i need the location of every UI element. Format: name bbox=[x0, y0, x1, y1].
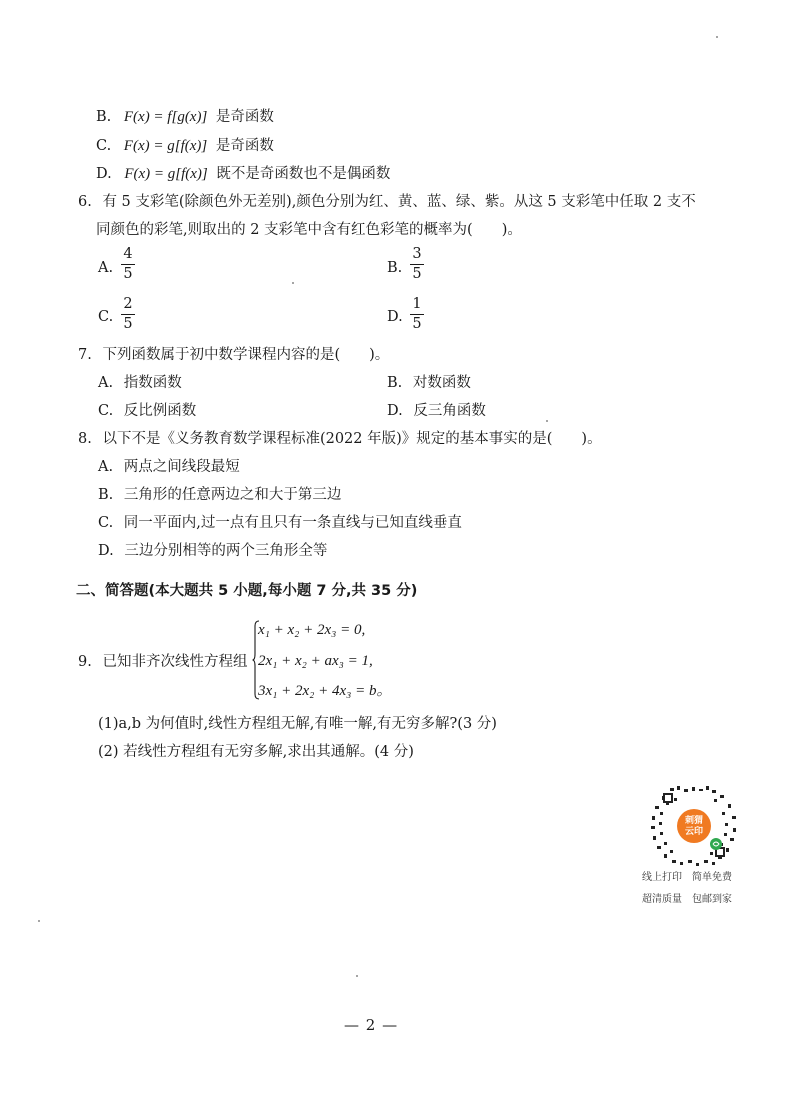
q8-option-b bbox=[98, 485, 341, 505]
option-text: 三角形的任意两边之和大于第三边 bbox=[123, 487, 342, 503]
option-text: 是奇函数 bbox=[215, 109, 274, 125]
q6-option-a-letter: A. bbox=[98, 260, 114, 276]
option-letter: A. bbox=[98, 375, 114, 391]
q8-option-d bbox=[98, 541, 327, 561]
qr-caption-1: 线上打印 简单免费 bbox=[642, 872, 732, 883]
option-letter: D. bbox=[98, 543, 114, 559]
denominator: 5 bbox=[123, 266, 133, 282]
q9-part2: (2) 若线性方程组有无穷多解,求出其通解。(4 分) bbox=[98, 744, 414, 760]
q7-option-a bbox=[98, 373, 182, 393]
qr-badge-line2: 云印 bbox=[684, 827, 704, 837]
question-stem: 已知非齐次线性方程组 bbox=[102, 654, 248, 670]
denominator: 5 bbox=[123, 316, 133, 332]
option-formula: F(x) = g[f(x)] bbox=[124, 166, 208, 182]
q6-option-b-fraction bbox=[409, 246, 425, 282]
numerator: 3 bbox=[412, 246, 422, 262]
option-formula: F(x) = g[f(x)] bbox=[123, 138, 208, 154]
question-number: 9. bbox=[78, 654, 92, 670]
fraction-bar bbox=[410, 264, 424, 265]
option-text: 对数函数 bbox=[412, 375, 471, 391]
question-number: 6. bbox=[78, 194, 92, 210]
q7-option-b bbox=[387, 373, 471, 393]
qr-caption-2: 超清质量 包邮到家 bbox=[642, 894, 732, 905]
option-letter: C. bbox=[98, 515, 114, 531]
q6-option-c-letter: C. bbox=[98, 309, 114, 325]
fraction-bar bbox=[121, 314, 135, 315]
option-text: 三边分别相等的两个三角形全等 bbox=[124, 543, 328, 559]
q5-option-c bbox=[96, 136, 274, 156]
denominator: 5 bbox=[412, 316, 422, 332]
section-heading: 二、简答题(本大题共 5 小题,每小题 7 分,共 35 分) bbox=[76, 583, 418, 599]
numerator: 1 bbox=[412, 296, 422, 312]
equation-1: x₁ + x₂ + 2x₃ = 0, bbox=[258, 622, 366, 638]
question-number: 8. bbox=[78, 431, 92, 447]
q6-option-d-fraction bbox=[409, 296, 425, 332]
option-text: 同一平面内,过一点有且只有一条直线与已知直线垂直 bbox=[123, 515, 462, 531]
question-number: 7. bbox=[78, 347, 92, 363]
option-letter: A. bbox=[98, 459, 114, 475]
scan-speck bbox=[716, 36, 718, 38]
option-letter: B. bbox=[96, 109, 112, 125]
denominator: 5 bbox=[412, 266, 422, 282]
option-letter: C. bbox=[96, 138, 112, 154]
question-stem: 以下不是《义务教育数学课程标准(2022 年版)》规定的基本事实的是( )。 bbox=[102, 431, 602, 447]
q8-option-a bbox=[98, 457, 240, 477]
q8-stem bbox=[78, 429, 602, 449]
q7-option-c bbox=[98, 401, 196, 421]
q5-option-b bbox=[96, 107, 274, 127]
numerator: 2 bbox=[123, 296, 133, 312]
option-text: 既不是奇函数也不是偶函数 bbox=[216, 166, 391, 182]
option-text: 反比例函数 bbox=[123, 403, 197, 419]
q8-option-c bbox=[98, 513, 462, 533]
question-stem: 下列函数属于初中数学课程内容的是( )。 bbox=[102, 347, 390, 363]
q6-line1 bbox=[78, 192, 696, 212]
fraction-bar bbox=[121, 264, 135, 265]
question-stem: 有 5 支彩笔(除颜色外无差别),颜色分别为红、黄、蓝、绿、紫。从这 5 支彩笔中任取 2 支不 bbox=[102, 194, 696, 210]
option-letter: B. bbox=[98, 487, 114, 503]
q6-option-b-letter: B. bbox=[387, 260, 403, 276]
option-letter: D. bbox=[387, 403, 403, 419]
q5-option-d bbox=[96, 164, 390, 184]
option-text: 是奇函数 bbox=[215, 138, 274, 154]
qr-code-icon bbox=[650, 786, 738, 866]
option-text: 指数函数 bbox=[123, 375, 182, 391]
q6-line2: 同颜色的彩笔,则取出的 2 支彩笔中含有红色彩笔的概率为( )。 bbox=[96, 222, 522, 238]
equation-3: 3x₁ + 2x₂ + 4x₃ = b。 bbox=[258, 683, 392, 699]
q9-part1: (1)a,b 为何值时,线性方程组无解,有唯一解,有无穷多解?(3 分) bbox=[98, 716, 497, 732]
scan-speck bbox=[292, 282, 294, 284]
scan-speck bbox=[38, 920, 40, 922]
option-letter: C. bbox=[98, 403, 114, 419]
option-formula: F(x) = f[g(x)] bbox=[123, 109, 208, 125]
page-number: — 2 — bbox=[344, 1016, 399, 1034]
equation-2: 2x₁ + x₂ + ax₃ = 1, bbox=[258, 653, 373, 669]
numerator: 4 bbox=[123, 246, 133, 262]
option-text: 两点之间线段最短 bbox=[123, 459, 240, 475]
qr-badge-line1: 刺猬 bbox=[684, 816, 704, 826]
q6-option-d-letter: D. bbox=[387, 309, 403, 325]
scan-speck bbox=[356, 975, 358, 977]
q6-option-a-fraction bbox=[120, 246, 136, 282]
option-letter: B. bbox=[387, 375, 403, 391]
option-letter: D. bbox=[96, 166, 112, 182]
q9-stem bbox=[78, 652, 247, 672]
scan-speck bbox=[546, 420, 548, 422]
option-text: 反三角函数 bbox=[413, 403, 486, 419]
q7-option-d bbox=[387, 401, 486, 421]
q7-stem bbox=[78, 345, 389, 365]
q6-option-c-fraction bbox=[120, 296, 136, 332]
fraction-bar bbox=[410, 314, 424, 315]
